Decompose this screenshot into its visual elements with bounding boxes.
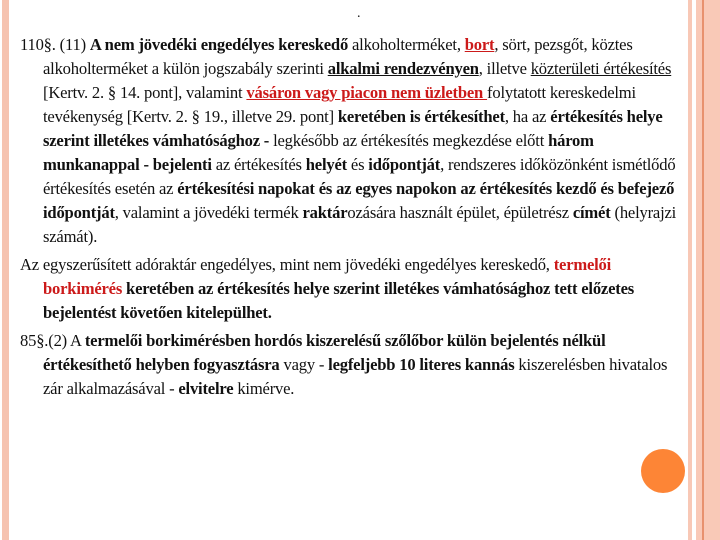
- text: , illetve: [478, 59, 531, 78]
- paragraph-110: [20, 33, 686, 249]
- bold-text: értékesítés helye szerint illetékes vámhatósághoz -: [43, 107, 663, 150]
- text: , rendszeres időközönként ismétlődő értékesítés esetén az: [43, 155, 676, 198]
- underlined-bold-text: alkalmi rendezvényen: [327, 59, 479, 78]
- text: , sört, pezsgőt, köztes alkoholterméket a külön jogszabály szerinti: [43, 35, 633, 78]
- text: Kertv. 2. § 14. pont], valamint: [48, 83, 247, 102]
- bold-text: raktár: [302, 203, 348, 222]
- text: ozására használt épület, épületrész: [347, 203, 573, 222]
- text: kimérve.: [233, 379, 295, 398]
- text: , valamint a jövedéki termék: [114, 203, 303, 222]
- text: Az egyszerűsített adóraktár engedélyes, mint nem jövedéki engedélyes kereskedő,: [20, 255, 554, 274]
- highlight-termeloi-borkimeres: termelői borkimérés: [43, 255, 612, 298]
- left-border-stripe: [2, 0, 9, 540]
- text: (helyrajzi számát).: [43, 203, 677, 246]
- right-border-stripe: [688, 0, 692, 540]
- orange-circle-decoration: [641, 449, 685, 493]
- slide-body: [20, 33, 686, 405]
- right-border-band: [696, 0, 720, 540]
- bold-text: A nem jövedéki engedélyes kereskedő: [89, 35, 349, 54]
- text: 110§. (11): [20, 35, 90, 54]
- text: alkoholterméket,: [348, 35, 465, 54]
- underlined-text: közterületi értékesítés [: [43, 59, 672, 102]
- bold-text: keretében is értékesíthet: [337, 107, 505, 126]
- text: folytatott kereskedelmi tevékenység [Kertv. 2. § 19., illetve 29. pont]: [43, 83, 636, 126]
- bold-text: keretében az értékesítés helye szerint illetékes vámhatósághoz tett előzetes bejelentést követően kitelepülhet.: [43, 279, 634, 322]
- bold-text: értékesítési napokat és az egyes napokon az értékesítés kezdő és befejező időpontját: [43, 179, 675, 222]
- bold-text: három munkanappal - bejelenti: [43, 131, 594, 174]
- bold-text: legfeljebb 10 literes kannás: [328, 355, 515, 374]
- text: kiszerelésben hivatalos zár alkalmazásával -: [43, 355, 668, 398]
- bold-text: elvitelre: [178, 379, 234, 398]
- paragraph-85: [20, 329, 686, 401]
- bold-text: időpontját: [368, 155, 441, 174]
- highlight-vasaron: vásáron vagy piacon nem üzletben: [246, 83, 488, 102]
- text: az értékesítés: [211, 155, 306, 174]
- text: , ha az: [504, 107, 551, 126]
- text: és: [346, 155, 369, 174]
- text: 85§.(2) A: [20, 331, 85, 350]
- text: vagy -: [279, 355, 329, 374]
- bold-text: termelői borkimérésben hordós kiszerelésű szőlőbor külön bejelentés nélkül értékesíthető helyben fogyasztásra: [43, 331, 606, 374]
- bold-text: címét: [572, 203, 611, 222]
- highlight-bort: bort: [464, 35, 495, 54]
- paragraph-adoraktar: [20, 253, 686, 325]
- right-border-line: [702, 0, 704, 540]
- top-mark: .: [357, 6, 361, 21]
- bold-text: helyét: [305, 155, 347, 174]
- text: legkésőbb az értékesítés megkezdése előtt: [273, 131, 549, 150]
